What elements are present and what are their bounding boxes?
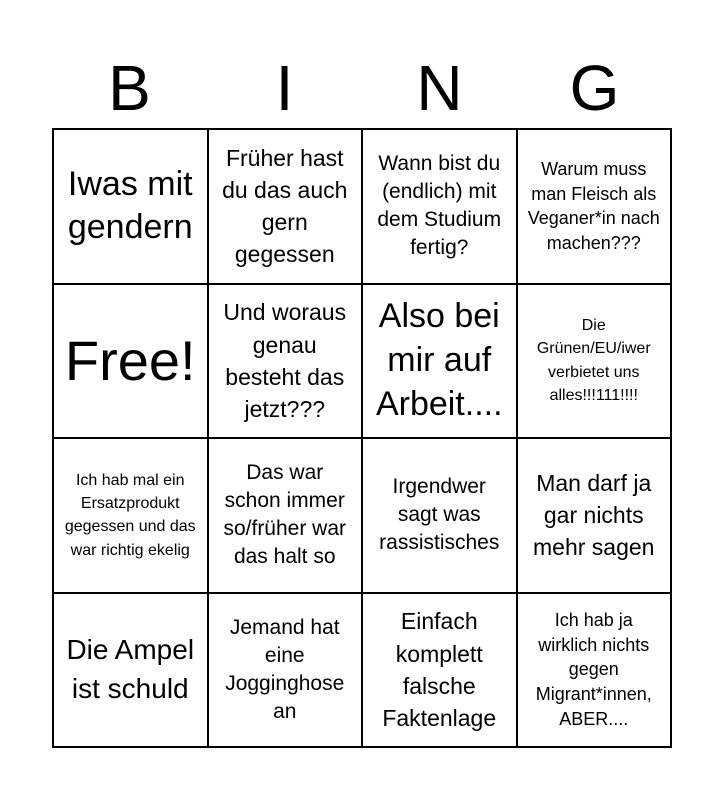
bingo-cell: Einfach komplett falsche Faktenlage: [362, 593, 517, 748]
bingo-cell: Jemand hat eine Jogginghose an: [208, 593, 363, 748]
bingo-cell: Wann bist du (endlich) mit dem Studium fertig?: [362, 129, 517, 284]
bingo-cell: Ich hab ja wirklich nichts gegen Migrant*innen, ABER....: [517, 593, 672, 748]
bingo-cell: Warum muss man Fleisch als Veganer*in nach machen???: [517, 129, 672, 284]
bingo-header: [52, 50, 672, 126]
bingo-cell: Das war schon immer so/früher war das halt so: [208, 438, 363, 593]
bingo-cell: Ich hab mal ein Ersatzprodukt gegessen und das war richtig ekelig: [53, 438, 208, 593]
bingo-cell: Man darf ja gar nichts mehr sagen: [517, 438, 672, 593]
bingo-cell: Die Grünen/EU/iwer verbietet uns alles!!!111!!!!: [517, 284, 672, 439]
header-letter-i: I: [275, 52, 294, 124]
bingo-cell: Und woraus genau besteht das jetzt???: [208, 284, 363, 439]
header-letter-n: N: [416, 52, 463, 124]
bingo-cell: Die Ampel ist schuld: [53, 593, 208, 748]
header-letter-g: G: [569, 52, 620, 124]
bingo-cell: Also bei mir auf Arbeit....: [362, 284, 517, 439]
bingo-cell-free: Free!: [53, 284, 208, 439]
bingo-cell: Irgendwer sagt was rassistisches: [362, 438, 517, 593]
bingo-cell: Iwas mit gendern: [53, 129, 208, 284]
bingo-card-grid: [52, 128, 672, 748]
bingo-cell: Früher hast du das auch gern gegessen: [208, 129, 363, 284]
header-letter-b: B: [108, 52, 151, 124]
